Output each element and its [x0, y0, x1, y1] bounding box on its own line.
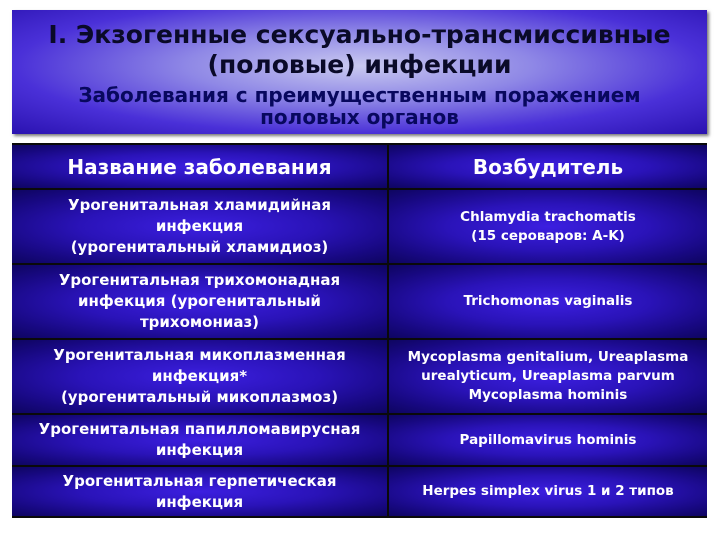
cell-line: (урогенитальный хламидиоз): [70, 238, 329, 256]
cell-line: urealyticum, Ureaplasma parvum: [421, 368, 675, 384]
cell-line: инфекция: [155, 492, 244, 511]
cell-line: Урогенитальная микоплазменная: [53, 346, 346, 364]
cell-line: инфекция: [155, 217, 244, 235]
title-line: I. Экзогенные сексуально-трансмиссивные: [48, 20, 671, 49]
disease-cell: [12, 190, 387, 263]
cell-line: Trichomonas vaginalis: [463, 293, 633, 309]
table-row: [12, 340, 707, 413]
cell-line: (15 сероваров: A-K): [471, 227, 625, 244]
agent-cell: [389, 190, 707, 263]
disease-cell: [12, 340, 387, 413]
cell-line: Урогенитальная папилломавирусная: [38, 420, 361, 438]
table-row: [12, 415, 707, 465]
table-row: [12, 467, 707, 516]
cell-line: Mycoplasma genitalium, Ureaplasma: [407, 349, 689, 365]
table-header-row: [12, 145, 707, 188]
column-header-disease: Название заболевания: [12, 145, 387, 188]
cell-line: инфекция*: [151, 367, 248, 385]
cell-line: Papillomavirus hominis: [459, 431, 637, 448]
column-header-agent: Возбудитель: [389, 145, 707, 188]
infections-table: [12, 143, 707, 518]
cell-line: Chlamydia trachomatis: [460, 208, 636, 225]
disease-cell: [12, 265, 387, 338]
title-line: (половые) инфекции: [207, 50, 512, 79]
cell-line: инфекция: [155, 441, 244, 459]
cell-line: (урогенитальный микоплазмоз): [60, 388, 339, 406]
slide-header: [12, 10, 707, 134]
disease-cell: [12, 415, 387, 465]
table-row: [12, 265, 707, 338]
agent-cell: [389, 467, 707, 516]
disease-cell: [12, 467, 387, 516]
subtitle-line: половых органов: [260, 105, 459, 129]
cell-line: Урогенитальная герпетическая: [62, 471, 337, 490]
cell-line: Mycoplasma hominis: [468, 387, 628, 403]
slide-subtitle: [12, 84, 707, 128]
agent-cell: [389, 265, 707, 338]
cell-line: трихомониаз): [139, 313, 260, 331]
cell-line: Урогенитальная трихомонадная: [58, 271, 341, 289]
slide-title: [12, 20, 707, 80]
agent-cell: [389, 340, 707, 413]
cell-line: Herpes simplex virus 1 и 2 типов: [422, 483, 674, 499]
cell-line: инфекция (урогенитальный: [78, 292, 321, 310]
table-row: [12, 190, 707, 263]
agent-cell: [389, 415, 707, 465]
cell-line: Урогенитальная хламидийная: [68, 196, 331, 214]
subtitle-line: Заболевания с преимущественным поражением: [78, 83, 641, 107]
